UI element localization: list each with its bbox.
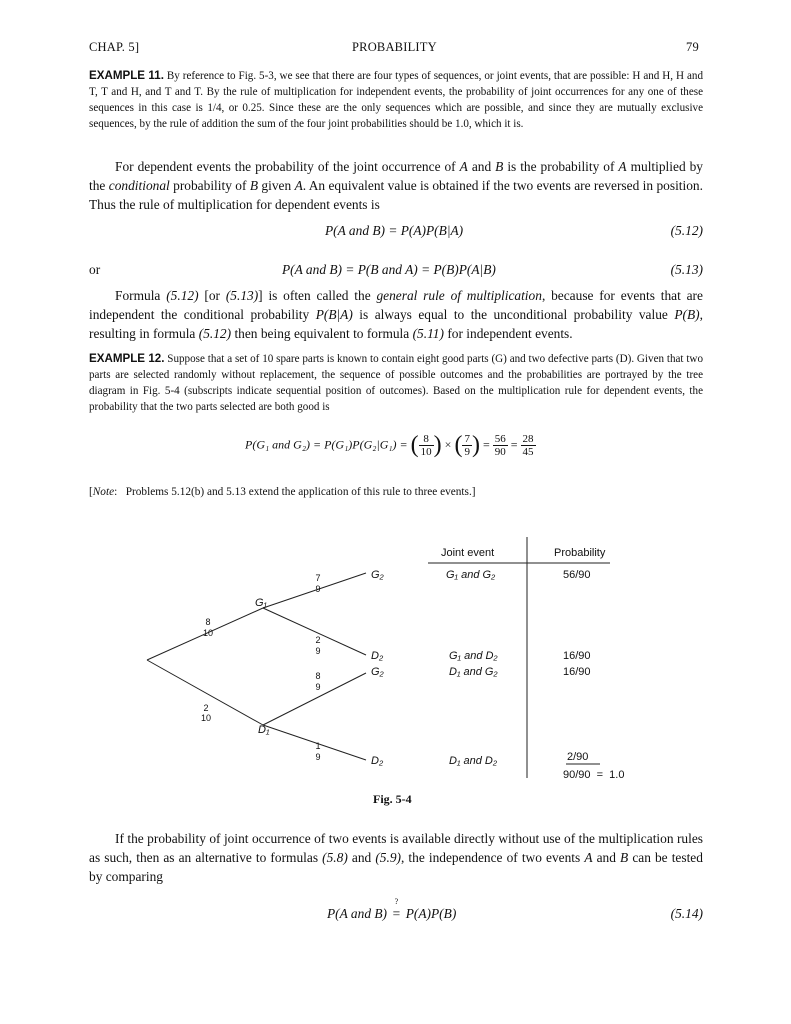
p3-var: A — [584, 850, 593, 865]
p3-ref: (5.9) — [375, 850, 401, 865]
equation-5-14 — [327, 897, 457, 922]
example-12 — [89, 351, 703, 415]
equation-5-12-number: (5.12) — [670, 223, 703, 238]
branch-prob-num: 7 — [315, 573, 321, 583]
eq514-rhs: P(A)P(B) — [405, 906, 457, 921]
p1-var: B — [495, 159, 504, 174]
eq12-equals: = — [482, 437, 490, 452]
eq12-paren: ) — [471, 432, 480, 458]
p1-var: A — [459, 159, 468, 174]
eq12-frac — [462, 433, 472, 458]
eq12-paren: ( — [454, 432, 463, 458]
p2-text: Formula — [115, 288, 161, 303]
p3-ref: (5.8) — [322, 850, 348, 865]
page-number: 79 — [686, 40, 699, 54]
equation-5-12-formula: P(A and B) = P(A)P(B|A) — [325, 223, 464, 238]
example-11 — [89, 68, 703, 132]
p2-var: P(B|A) — [315, 307, 353, 322]
eq514-equals: = — [392, 906, 401, 921]
eq12-frac-den: 90 — [494, 446, 506, 458]
p1-text: multiplied by the — [89, 159, 704, 193]
eq12-frac-den: 9 — [464, 446, 470, 458]
p2-text: [or — [204, 288, 220, 303]
p2-emph: general rule of multiplication — [376, 288, 542, 303]
p2-text: then being equivalent to formula — [234, 326, 410, 341]
p2-var: P(B) — [674, 307, 700, 322]
note: [Note: Problems 5.12(b) and 5.13 extend the application of this rule to three events.] — [89, 486, 476, 498]
p2-ref: (5.12) — [166, 288, 199, 303]
equation-5-13 — [282, 262, 496, 278]
joint-event: D₁ and G₂ — [449, 666, 498, 678]
p3-text: If the probability of joint occurrence of two events is available directly without use of the multiplication rules as such, then as an alternative to formulas — [89, 831, 703, 865]
eq12-frac-den: 45 — [522, 446, 534, 458]
branch-prob-den: 9 — [315, 646, 321, 656]
eq12-times: × — [444, 437, 452, 452]
node-outcome: G₂ — [371, 666, 384, 678]
joint-event: G₁ and G₂ — [446, 569, 496, 581]
prob-d1-num: 2 — [203, 703, 209, 713]
tree-diagram — [0, 535, 791, 795]
probability-header: Probability — [554, 547, 606, 559]
p1-text: is the probability of — [507, 159, 615, 174]
note-text: Problems 5.12(b) and 5.13 extend the application of this rule to three events.] — [125, 486, 476, 498]
running-head-title: PROBABILITY — [352, 40, 437, 54]
example-12-text: Suppose that a set of 10 spare parts is known to contain eight good parts (G) and two defective parts (D). Given that two parts are selected randomly without replacement, the sequence of possible outcomes and the probabilities are portrayed by the tree diagram in Fig. 5-4 (subscripts indicate sequential position of outcomes). Based on the multiplication rule for dependent events, the probability that the two parts selected are both good is — [89, 353, 703, 413]
eq12-lhs: P(G₁ and G₂) = P(G₁)P(G₂|G₁) = — [245, 437, 408, 452]
p1-var: B — [249, 178, 259, 193]
eq12-frac-num: 56 — [494, 433, 506, 445]
p2-text: ] is often called the — [258, 288, 371, 303]
branch-prob-den: 9 — [315, 682, 321, 692]
branch-prob-num: 2 — [315, 635, 321, 645]
equation-5-12 — [325, 223, 463, 239]
p1-var: A — [618, 159, 627, 174]
p3-text: and — [351, 850, 372, 865]
p1-text: For dependent events the probability of the joint occurrence of — [115, 159, 456, 174]
p1-var: A — [294, 178, 303, 193]
p2-text: , because for events that are independent the conditional probability — [89, 288, 703, 322]
probability-total: 90/90 = 1.0 — [563, 769, 625, 781]
p2-text: for independent events. — [447, 326, 573, 341]
p1-emph: conditional — [108, 178, 170, 193]
prob-g1-num: 8 — [205, 617, 211, 627]
equation-5-13-formula: P(A and B) = P(B and A) = P(B)P(A|B) — [282, 262, 496, 277]
branch-prob-den: 9 — [315, 584, 321, 594]
outcome-probability: 2/90 — [567, 751, 589, 763]
node-outcome: D₂ — [371, 755, 384, 767]
eq12-frac — [521, 433, 536, 458]
joint-event-header: Joint event — [441, 547, 495, 559]
p1-text: and — [471, 159, 492, 174]
p2-ref: (5.11) — [412, 326, 444, 341]
eq514-op — [390, 897, 402, 922]
p3-var: B — [620, 850, 629, 865]
branch-prob-den: 9 — [315, 752, 321, 762]
p2-text: is always equal to the unconditional probability value — [359, 307, 668, 322]
equation-example-12 — [245, 432, 536, 459]
eq12-frac — [419, 433, 434, 458]
p2-ref: (5.13) — [225, 288, 259, 303]
example-12-label: EXAMPLE 12. — [89, 352, 165, 365]
joint-event: D₁ and D₂ — [449, 755, 498, 767]
eq12-frac — [493, 433, 508, 458]
note-label: Note — [92, 486, 115, 498]
example-11-label: EXAMPLE 11. — [89, 69, 164, 82]
example-11-text: By reference to Fig. 5-3, we see that there are four types of sequences, or joint events, that are possible: H and H, H and T, T and H, and T and T. By the rule of multiplication for independent events, the probability of joint occurrences for any one of these sequences in this case is 1/4, or 0.25. Since these are the only sequences which are possible, and since they are mutually exclusive sequences, by the rule of addition the sum of the four joint probabilities should be 1.0, which it is. — [89, 70, 703, 130]
eq514-question: ? — [394, 897, 399, 906]
p3-text: , the independence of two events — [401, 850, 581, 865]
equation-5-14-number: (5.14) — [670, 906, 703, 921]
p3-text: can be tested by comparing — [89, 850, 703, 884]
node-d1: D₁ — [258, 724, 270, 736]
branch-prob-num: 8 — [315, 671, 321, 681]
node-outcome: D₂ — [371, 650, 384, 662]
prob-d1-den: 10 — [200, 713, 212, 723]
eq12-paren: ) — [433, 432, 442, 458]
p1-text: probability of — [173, 178, 247, 193]
eq514-lhs: P(A and B) — [327, 906, 387, 921]
node-outcome: G₂ — [371, 569, 384, 581]
eq12-frac-num: 8 — [419, 433, 434, 446]
node-g1: G₁ — [255, 597, 268, 609]
outcome-probability: 56/90 — [563, 569, 591, 581]
eq12-paren: ( — [410, 432, 419, 458]
p3-text: and — [596, 850, 616, 865]
eq12-frac-num: 7 — [464, 433, 470, 445]
p2-ref: (5.12) — [198, 326, 232, 341]
eq12-frac-den: 10 — [420, 446, 432, 458]
eq12-equals: = — [510, 437, 518, 452]
p2-text: , resulting in formula — [89, 307, 703, 341]
paragraph-independence-test — [89, 829, 703, 886]
equation-5-13-prefix: or — [89, 262, 101, 277]
running-head-chapter: CHAP. 5] — [89, 40, 140, 54]
outcome-probability: 16/90 — [563, 666, 591, 678]
eq12-frac-num: 28 — [522, 433, 534, 445]
outcome-probability: 16/90 — [563, 650, 591, 662]
paragraph-general-rule — [89, 286, 703, 343]
prob-g1-den: 10 — [202, 628, 214, 638]
p1-text: given — [261, 178, 292, 193]
figure-caption: Fig. 5-4 — [373, 792, 412, 806]
joint-event: G₁ and D₂ — [449, 650, 498, 662]
branch-prob-num: 1 — [315, 741, 321, 751]
p1-text: . An equivalent value is obtained if the two events are reversed in position. Thus the rule of multiplication for dependent events is — [89, 178, 703, 212]
equation-5-13-number: (5.13) — [670, 262, 703, 277]
paragraph-dependent-events — [89, 157, 703, 214]
